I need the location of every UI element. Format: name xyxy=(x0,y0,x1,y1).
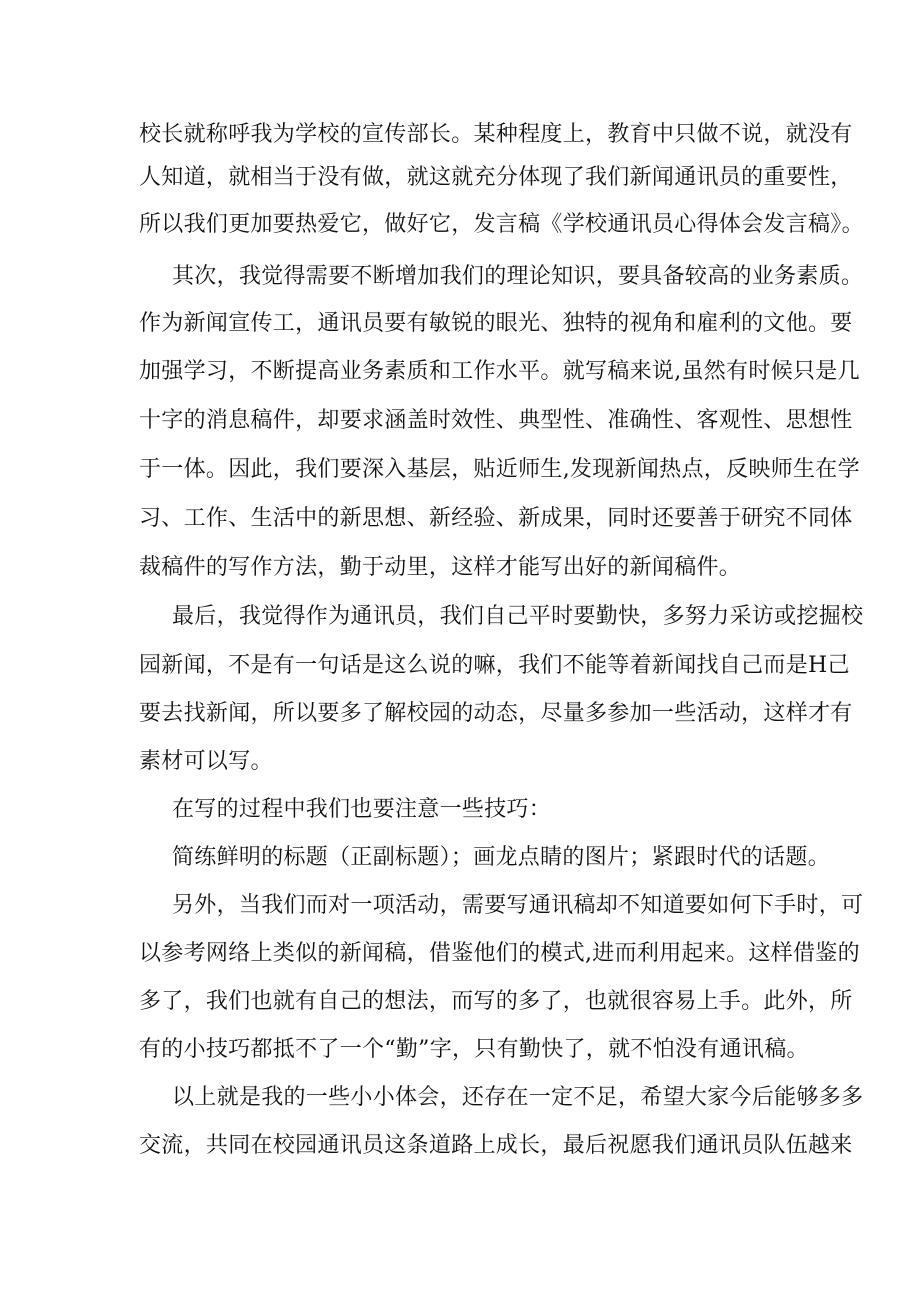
text-line: 加强学习，不断提高业务素质和工作水平。就写稿来说,虽然有时候只是几 xyxy=(139,359,860,384)
text-line: 十字的消息稿件，却要求涵盖时效性、典型性、准确性、客观性、思想性 xyxy=(139,408,853,433)
text-line: 校长就称呼我为学校的宣传部长。某种程度上，教育中只做不说，就没有 xyxy=(139,122,853,147)
text-line: 以上就是我的一些小小体会，还存在一定不足，希望大家今后能够多多 xyxy=(172,1085,864,1110)
text-line: 在写的过程中我们也要注意一些技巧： xyxy=(172,797,552,822)
text-line: 素材可以写。 xyxy=(139,749,273,774)
text-line: 人知道，就相当于没有做，就这就充分体现了我们新闻通讯员的重要性， xyxy=(139,165,853,190)
text-line: 交流，共同在校园通讯员这条道路上成长，最后祝愿我们通讯员队伍越来 xyxy=(139,1133,853,1158)
text-line: 简练鲜明的标题（正副标题）；画龙点睛的图片；紧跟时代的话题。 xyxy=(172,845,831,870)
text-line: 习、工作、生活中的新思想、新经验、新成果，同时还要善于研究不同体 xyxy=(139,506,853,531)
text-line: 有的小技巧都抵不了一个“勤”字，只有勤快了，就不怕没有通讯稿。 xyxy=(139,1037,809,1062)
text-line: 于一体。因此，我们要深入基层，贴近师生,发现新闻热点，反映师生在学 xyxy=(139,457,860,482)
text-line: 作为新闻宣传工，通讯员要有敏锐的眼光、独特的视角和雇利的文他。要 xyxy=(139,311,853,336)
text-line: 所以我们更加要热爱它，做好它，发言稿《学校通讯员心得体会发言稿》。 xyxy=(139,212,864,237)
text-line: 以参考网络上类似的新闻稿，借鉴他们的模式,进而利用起来。这样借鉴的 xyxy=(139,941,860,966)
text-line: 园新闻，不是有一句话是这么说的嘛，我们不能等着新闻找自己而是H己 xyxy=(139,653,850,678)
text-line: 另外，当我们而对一项活动，需要写通讯稿却不知道要如何下手时，可 xyxy=(172,893,864,918)
text-line: 要去找新闻，所以要多了解校园的动态，尽量多参加一些活动，这样才有 xyxy=(139,701,853,726)
text-line: 裁稿件的写作方法，勤于动里，这样才能写出好的新闻稿件。 xyxy=(139,555,742,580)
text-line: 多了，我们也就有自己的想法，而写的多了，也就很容易上手。此外，所 xyxy=(139,989,853,1014)
text-line: 最后，我觉得作为通讯员，我们自己平时要勤快，多努力采访或挖掘校 xyxy=(172,604,864,629)
text-line: 其次，我觉得需要不断增加我们的理论知识，要具备较高的业务素质。 xyxy=(172,264,864,289)
